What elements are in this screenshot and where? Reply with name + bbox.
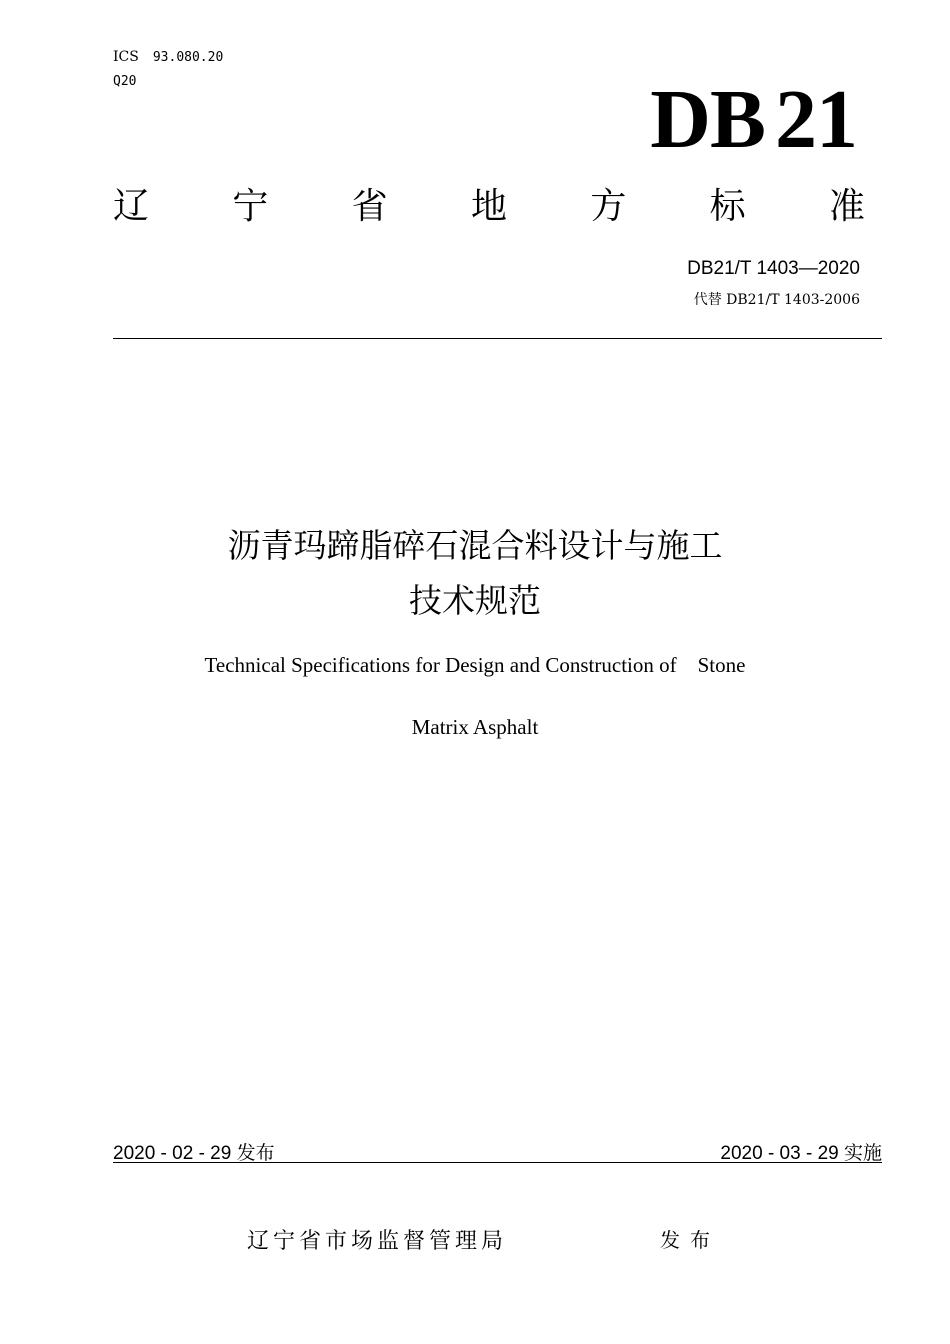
standard-type-char: 地 xyxy=(470,186,507,227)
logo-number: 21 xyxy=(775,73,857,166)
publish-label: 发布 xyxy=(660,1228,720,1252)
implementation-date: 2020 - 03 - 29 实施 xyxy=(720,1143,882,1164)
standard-type-char: 省 xyxy=(351,186,388,227)
top-divider xyxy=(113,338,882,339)
english-title-line-1: Technical Specifications for Design and Construction of Stone xyxy=(204,653,746,677)
publisher-name: 辽宁省市场监督管理局 xyxy=(247,1229,508,1254)
standard-type-char: 标 xyxy=(709,186,746,227)
replaces-standard: 代替 DB21/T 1403-2006 xyxy=(693,292,860,308)
standard-type-char: 方 xyxy=(590,186,627,227)
standard-type-char: 辽 xyxy=(113,186,150,227)
bottom-divider xyxy=(113,1162,882,1163)
chinese-title-line-2: 技术规范 xyxy=(409,581,541,620)
standard-number: DB21/T 1403—2020 xyxy=(687,258,860,279)
english-title-line-2: Matrix Asphalt xyxy=(411,715,539,739)
standard-type-heading xyxy=(113,184,865,230)
chinese-title-line-1: 沥青玛蹄脂碎石混合料设计与施工 xyxy=(227,526,723,565)
ics-code: 93.080.20 xyxy=(152,50,224,65)
ics-label: ICS xyxy=(113,49,139,65)
issue-date: 2020 - 02 - 29 发布 xyxy=(113,1143,275,1164)
standard-type-char: 准 xyxy=(828,186,865,227)
logo-letters: DB xyxy=(650,73,765,166)
ics-classification xyxy=(113,49,223,65)
ccs-code: Q20 xyxy=(113,74,137,89)
standard-type-char: 宁 xyxy=(232,186,269,227)
db21-logo xyxy=(650,73,857,166)
